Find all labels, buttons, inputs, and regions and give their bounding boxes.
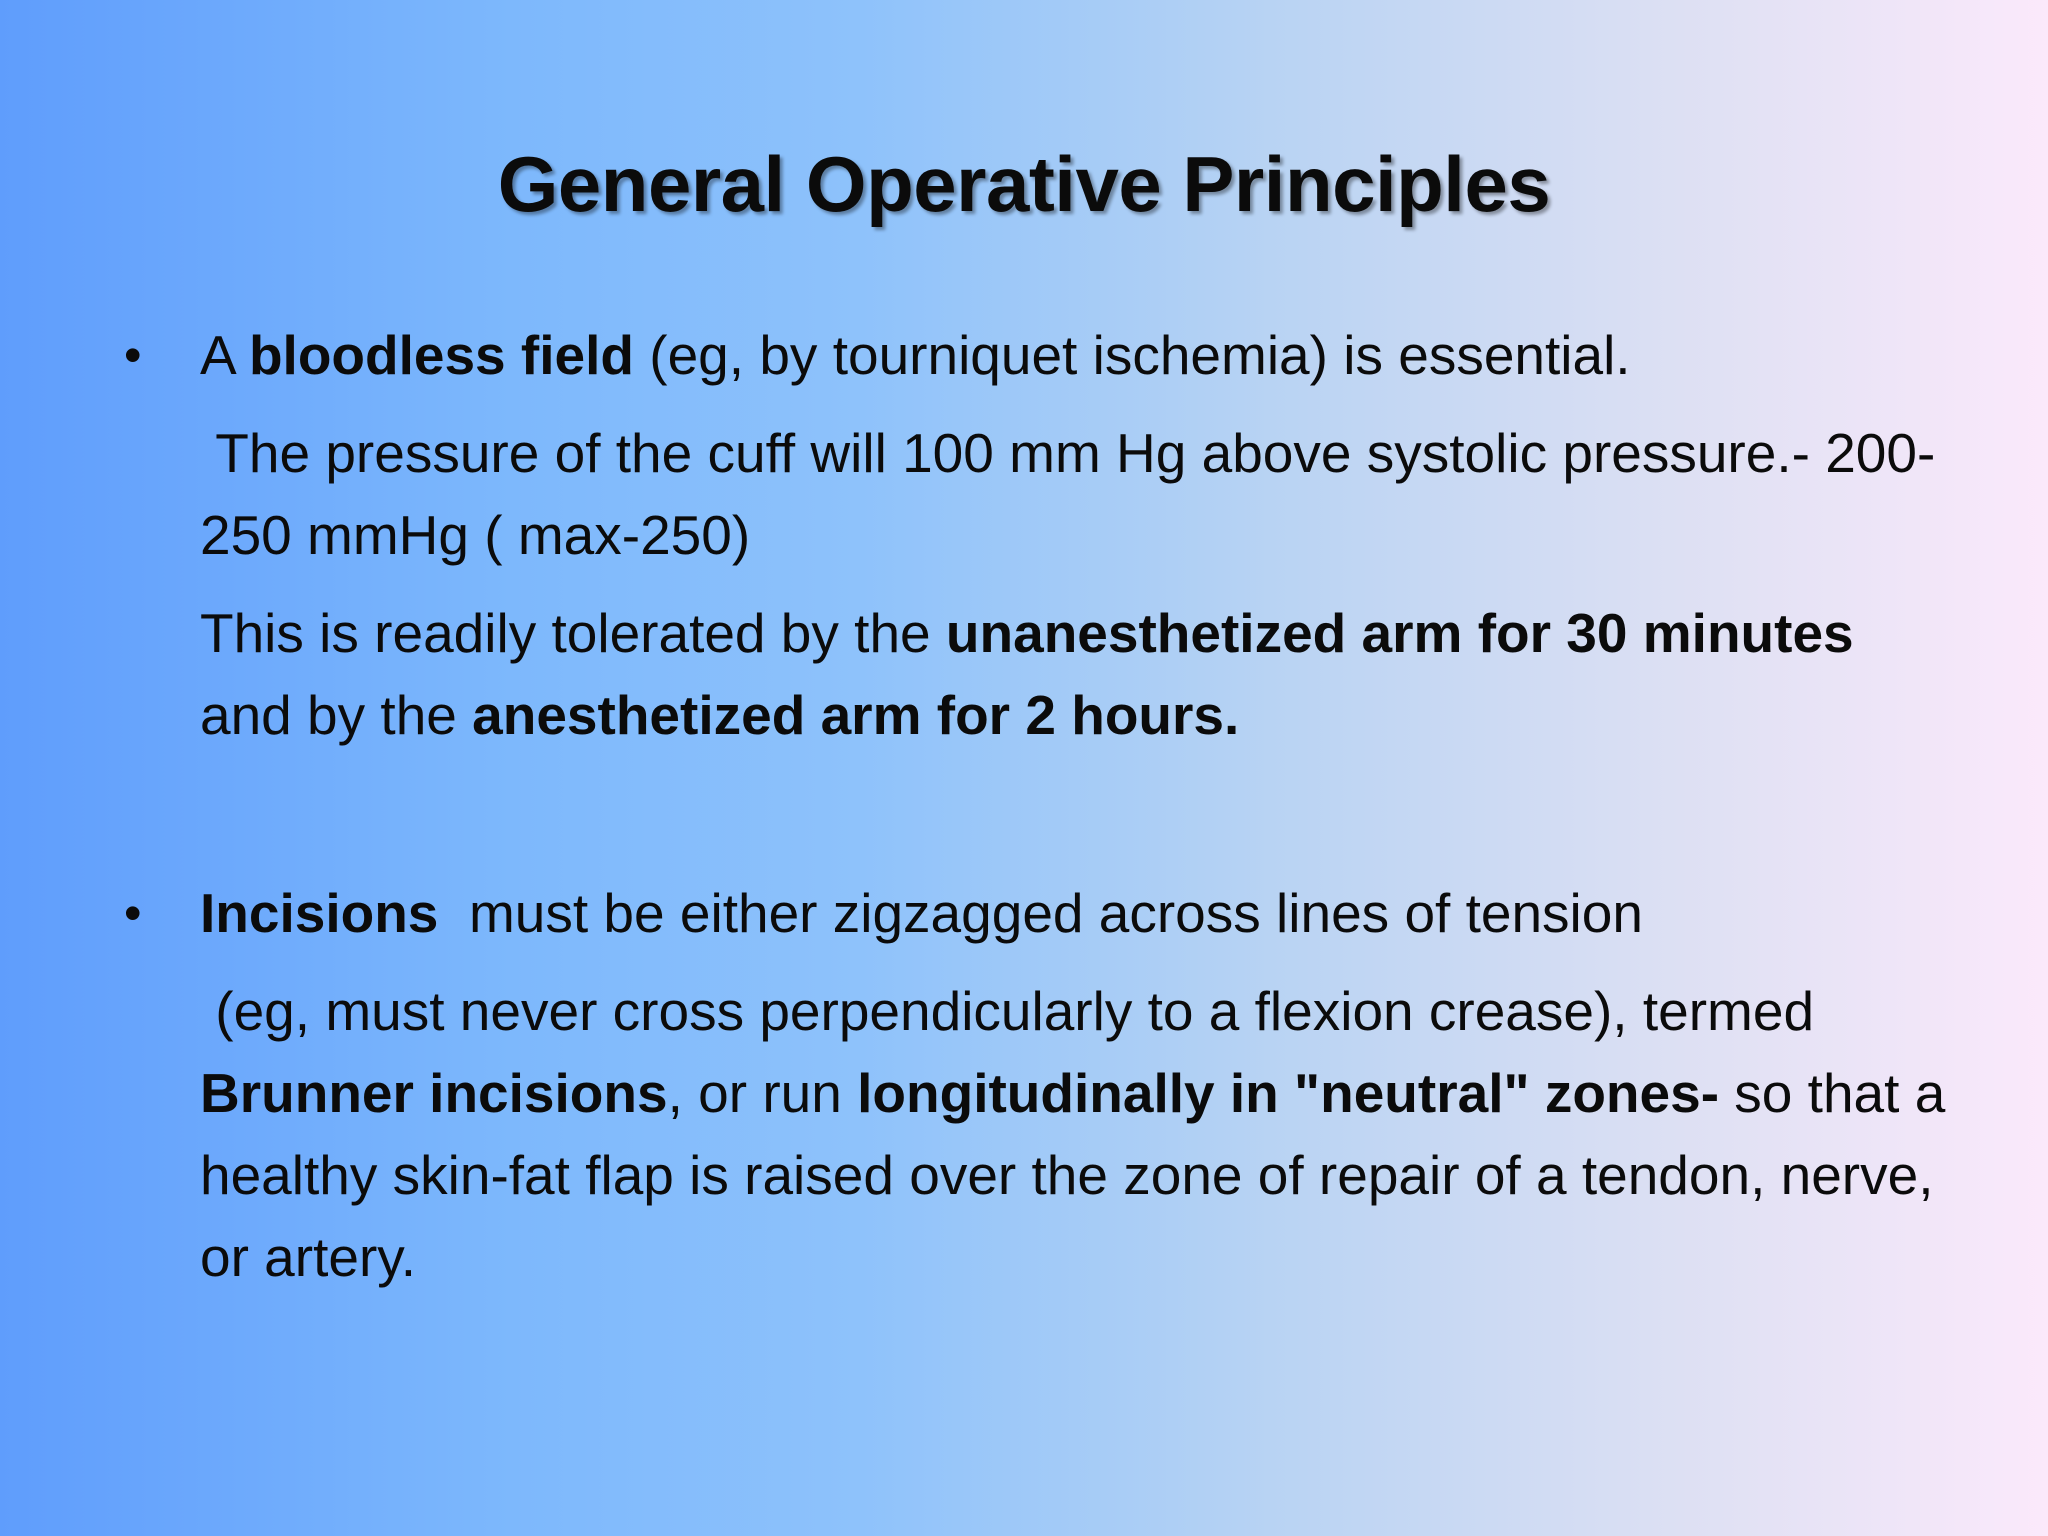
bullet-dot-icon: • bbox=[124, 885, 142, 941]
bold-run: Brunner incisions bbox=[200, 1062, 668, 1124]
text-run: so that a healthy skin-fat flap is raised over the zone of repair of a tendon, nerve, or artery. bbox=[200, 1062, 1961, 1288]
bullet-lead-text bbox=[200, 314, 1960, 396]
bold-run: bloodless field bbox=[248, 324, 634, 386]
text-run: , or run bbox=[667, 1062, 858, 1124]
text-run: and by the bbox=[200, 684, 473, 746]
bullet-item-bloodless-field bbox=[124, 314, 1960, 756]
text-run: The pressure of the cuff will 100 mm Hg above systolic pressure.- 200-250 mmHg ( max-250) bbox=[200, 422, 1936, 566]
tolerance-paragraph bbox=[200, 592, 1960, 756]
bold-run: longitudinally in "neutral" zones- bbox=[857, 1062, 1720, 1124]
bold-run: unanesthetized arm for 30 minutes bbox=[945, 602, 1854, 664]
bold-run: anesthetized arm for 2 hours. bbox=[472, 684, 1240, 746]
text-run: (eg, must never cross perpendicularly to a flexion crease), termed bbox=[200, 980, 1830, 1042]
bold-run: Incisions bbox=[200, 882, 439, 944]
slide-title: General Operative Principles bbox=[497, 140, 1551, 228]
text-run: (eg, by tourniquet ischemia) is essential. bbox=[634, 324, 1631, 386]
text-run: must be either zigzagged across lines of tension bbox=[438, 882, 1643, 944]
bullet-dot-icon: • bbox=[124, 327, 142, 383]
bullet-item-incisions bbox=[124, 872, 1961, 1298]
text-run: A bbox=[200, 324, 249, 386]
incision-detail-paragraph bbox=[200, 970, 1960, 1298]
bullet-lead-text bbox=[200, 872, 1960, 954]
cuff-pressure-paragraph bbox=[200, 412, 1960, 576]
text-run: This is readily tolerated by the bbox=[200, 602, 946, 664]
